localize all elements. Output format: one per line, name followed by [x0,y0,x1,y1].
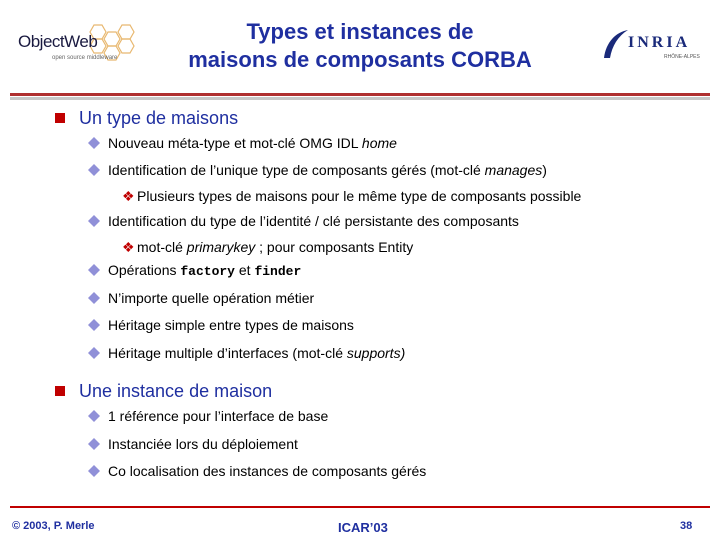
diamond-bullet-icon [88,319,100,331]
header-divider-gray [10,97,710,100]
objectweb-logo-text: ObjectWeb [18,32,98,51]
diamond-bullet-icon [88,164,100,176]
checkmark-bullet-icon: ❖ [122,239,135,255]
diamond-bullet-icon [88,465,100,477]
diamond-bullet-icon [88,264,100,276]
footer-divider [10,506,710,508]
title-line-1: Types et instances de [246,19,474,44]
footer-copyright: © 2003, P. Merle [12,520,95,532]
diamond-bullet-icon [88,410,100,422]
diamond-bullet-icon [88,292,100,304]
inria-logo [600,28,704,68]
inria-logo-text: INRIA [628,34,691,51]
inria-logo-subtext: RHÔNE-ALPES [664,54,700,60]
page-number: 38 [680,520,693,532]
slide-title [150,18,570,74]
square-bullet-icon [55,386,65,396]
inria-swoosh-icon [600,28,630,62]
diamond-bullet-icon [88,347,100,359]
objectweb-logo [12,20,140,75]
checkmark-bullet-icon: ❖ [122,188,135,204]
diamond-bullet-icon [88,438,100,450]
objectweb-logo-subtext: open source middleware [52,55,118,61]
square-bullet-icon [55,113,65,123]
footer-conference: ICAR’03 [338,520,388,535]
header-divider-red [10,93,710,96]
title-line-2: maisons de composants CORBA [188,47,532,72]
diamond-bullet-icon [88,137,100,149]
diamond-bullet-icon [88,215,100,227]
